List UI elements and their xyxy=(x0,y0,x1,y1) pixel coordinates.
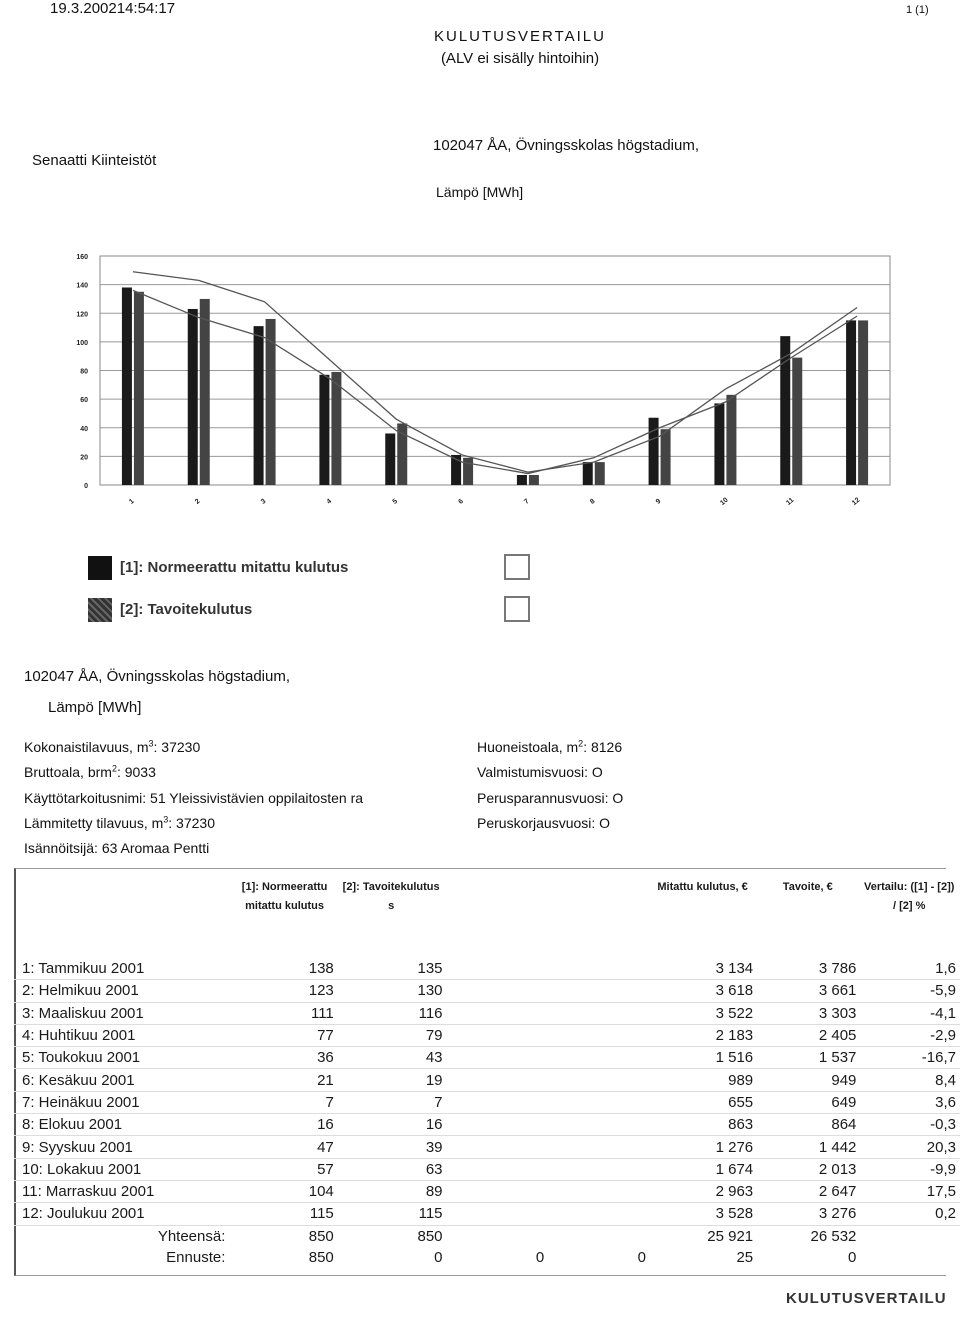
table-cell: 79 xyxy=(340,1024,449,1046)
table-cell: -5,9 xyxy=(862,980,960,1002)
bar-target xyxy=(529,475,539,485)
bar-measured xyxy=(649,418,659,485)
table-cell: 850 xyxy=(417,1227,443,1245)
table-cell: 20,3 xyxy=(862,1136,960,1158)
y-tick-label: 20 xyxy=(80,454,88,462)
table-cell xyxy=(550,1047,652,1069)
x-tick-label: 11 xyxy=(785,496,796,507)
table-row xyxy=(14,1136,960,1158)
table-row xyxy=(14,1024,960,1046)
table-row xyxy=(14,958,960,980)
table-cell: 989 xyxy=(652,1069,759,1091)
table-cell: 130 xyxy=(340,980,449,1002)
table-cell xyxy=(550,1024,652,1046)
y-tick-label: 160 xyxy=(76,254,88,261)
y-tick-label: 80 xyxy=(80,368,88,376)
table-cell: 2 647 xyxy=(759,1180,862,1202)
table-cell: 63 xyxy=(340,1158,449,1180)
header-target: [2]: Tavoitekulutus s xyxy=(342,881,440,912)
table-cell: 863 xyxy=(652,1114,759,1136)
table-cell: 39 xyxy=(340,1136,449,1158)
y-tick-label: 0 xyxy=(84,483,88,490)
table-cell: 2 963 xyxy=(652,1180,759,1202)
bar-target xyxy=(726,395,736,485)
x-tick-label: 7 xyxy=(523,497,531,506)
table-cell: 116 xyxy=(340,1002,449,1024)
table-cell: 3 522 xyxy=(652,1002,759,1024)
bar-measured xyxy=(517,475,527,485)
table-cell xyxy=(550,1069,652,1091)
table-cell: 12: Joulukuu 2001 xyxy=(14,1203,235,1225)
table-cell: -0,3 xyxy=(862,1114,960,1136)
x-tick-label: 5 xyxy=(391,497,400,506)
legend-empty-box xyxy=(504,554,530,580)
x-tick-label: 1 xyxy=(128,497,136,506)
table-cell: 850 xyxy=(308,1227,334,1245)
table-cell xyxy=(550,1114,652,1136)
header-comparison: Vertailu: ([1] - [2]) / [2] % xyxy=(863,881,955,912)
y-tick-label: 60 xyxy=(80,397,88,405)
floor-area: Huoneistoala, $m^2$: 8126 xyxy=(477,738,623,755)
header-empty xyxy=(449,878,551,958)
usage-type: Käyttötarkoitusnimi: 51 Yleissivistävien oppilaitosten ra xyxy=(24,790,364,806)
table-cell xyxy=(550,1203,652,1225)
property-name: 102047 ÅA, Övningsskolas högstadium, xyxy=(433,137,699,154)
table-cell: 2 405 xyxy=(759,1024,862,1046)
table-cell xyxy=(862,1247,960,1268)
table-cell: 7 xyxy=(340,1091,449,1113)
bar-target xyxy=(661,429,671,485)
x-tick-label: 12 xyxy=(850,496,862,508)
timestamp: 19.3.200214:54:17 xyxy=(50,0,176,17)
header-target-cost: Tavoite, € xyxy=(782,881,833,893)
table-cell: 3 134 xyxy=(652,958,759,980)
table-cell: 16 xyxy=(235,1114,339,1136)
table-cell: 111 xyxy=(235,1002,339,1024)
table-cell: 10: Lokakuu 2001 xyxy=(14,1158,235,1180)
bar-measured xyxy=(714,403,724,485)
table-row xyxy=(14,1047,960,1069)
x-tick-label: 6 xyxy=(457,497,465,506)
trend-line xyxy=(133,290,857,473)
legend-label-target: [2]: Tavoitekulutus xyxy=(120,601,253,618)
consumption-table xyxy=(14,878,960,1268)
table-cell: 3 661 xyxy=(759,980,862,1002)
bar-measured xyxy=(583,462,593,485)
bar-measured xyxy=(122,287,132,485)
table-cell: 1: Tammikuu 2001 xyxy=(14,958,235,980)
table-cell: 3 276 xyxy=(759,1203,862,1225)
table-cell: 0 xyxy=(434,1249,443,1266)
table-cell: 3 303 xyxy=(759,1002,862,1024)
table-cell xyxy=(449,958,551,980)
table-cell: 11: Marraskuu 2001 xyxy=(14,1180,235,1202)
table-cell: 19 xyxy=(340,1069,449,1091)
table-cell: Yhteensä: xyxy=(157,1227,226,1245)
table-cell: 138 xyxy=(235,958,339,980)
table-total-row xyxy=(14,1225,960,1247)
table-cell: 655 xyxy=(652,1091,759,1113)
table-cell: 2 013 xyxy=(759,1158,862,1180)
table-cell: 3 786 xyxy=(759,958,862,980)
table-cell: 7 xyxy=(235,1091,339,1113)
x-tick-label: 8 xyxy=(589,497,597,506)
y-tick-label: 40 xyxy=(80,425,88,433)
total-volume: Kokonaistilavuus, $m^3$: 37230 xyxy=(24,738,201,755)
bar-target xyxy=(200,299,210,485)
table-cell xyxy=(449,980,551,1002)
header-empty xyxy=(550,878,652,958)
bar-measured xyxy=(385,433,395,485)
bar-target xyxy=(397,423,407,485)
heated-volume: Lämmitetty tilavuus, $m^3$: 37230 xyxy=(24,814,215,831)
x-tick-label: 9 xyxy=(654,497,663,506)
bar-measured xyxy=(254,326,264,485)
table-cell xyxy=(449,1091,551,1113)
y-tick-label: 120 xyxy=(76,311,88,319)
bar-measured xyxy=(188,309,198,485)
table-cell xyxy=(449,1002,551,1024)
table-cell: 1 442 xyxy=(759,1136,862,1158)
table-cell: 25 xyxy=(736,1249,754,1266)
chart-unit: Lämpö [MWh] xyxy=(436,184,524,200)
table-cell xyxy=(550,980,652,1002)
table-cell: 43 xyxy=(340,1047,449,1069)
x-tick-label: 2 xyxy=(194,497,202,506)
table-cell: 5: Toukokuu 2001 xyxy=(14,1047,235,1069)
table-cell: 7: Heinäkuu 2001 xyxy=(14,1091,235,1113)
table-cell: 0 xyxy=(848,1249,857,1266)
table-cell xyxy=(550,1091,652,1113)
table-cell: 8,4 xyxy=(862,1069,960,1091)
table-cell xyxy=(449,1158,551,1180)
table-cell: 135 xyxy=(340,958,449,980)
table-row xyxy=(14,1091,960,1113)
bar-target xyxy=(858,320,868,485)
bar-measured xyxy=(846,320,856,485)
completion-year: Valmistumisvuosi: O xyxy=(477,764,603,780)
table-cell xyxy=(550,1002,652,1024)
table-cell: 9: Syyskuu 2001 xyxy=(14,1136,235,1158)
table-cell: 3 528 xyxy=(652,1203,759,1225)
table-cell: 0,2 xyxy=(862,1203,960,1225)
legend-swatch-target xyxy=(88,598,112,622)
trend-line xyxy=(133,272,857,472)
table-cell: 25 921 xyxy=(707,1227,754,1245)
table-cell: 57 xyxy=(235,1158,339,1180)
table-cell: 1 674 xyxy=(652,1158,759,1180)
header-measured-cost: Mitattu kulutus, € xyxy=(657,881,748,893)
table-cell: 115 xyxy=(235,1203,339,1225)
table-cell xyxy=(449,1203,551,1225)
table-cell: 8: Elokuu 2001 xyxy=(14,1114,235,1136)
table-row xyxy=(14,1114,960,1136)
details-unit: Lämpö [MWh] xyxy=(48,699,142,716)
table-cell: 0 xyxy=(535,1249,545,1266)
base-renovation-year: Perusparannusvuosi: O xyxy=(477,790,624,806)
bar-target xyxy=(792,358,802,485)
table-cell xyxy=(449,1136,551,1158)
renovation-year: Peruskorjausvuosi: O xyxy=(477,815,611,831)
table-cell xyxy=(862,1225,960,1247)
table-cell: 89 xyxy=(340,1180,449,1202)
table-cell: 1 276 xyxy=(652,1136,759,1158)
table-cell: Ennuste: xyxy=(166,1249,226,1266)
table-cell: 3 618 xyxy=(652,980,759,1002)
table-cell xyxy=(449,1114,551,1136)
table-cell: 17,5 xyxy=(862,1180,960,1202)
table-forecast-row xyxy=(14,1247,960,1268)
table-cell xyxy=(550,958,652,980)
legend-label-measured: [1]: Normeerattu mitattu kulutus xyxy=(120,559,349,576)
bar-measured xyxy=(319,375,329,485)
table-cell: 6: Kesäkuu 2001 xyxy=(14,1069,235,1091)
table-cell: 850 xyxy=(308,1249,334,1266)
x-tick-label: 10 xyxy=(719,496,730,508)
table-cell xyxy=(550,1180,652,1202)
gross-area: Bruttoala, brm$^2$: 9033 xyxy=(24,763,156,780)
bar-target xyxy=(134,292,144,485)
x-tick-label: 4 xyxy=(325,497,334,506)
y-tick-label: 140 xyxy=(76,282,88,290)
table-cell: 4: Huhtikuu 2001 xyxy=(14,1024,235,1046)
report-subtitle: (ALV ei sisälly hintoihin) xyxy=(440,50,600,67)
table-row xyxy=(14,1002,960,1024)
table-cell: 104 xyxy=(235,1180,339,1202)
table-cell: 16 xyxy=(340,1114,449,1136)
table-cell: 36 xyxy=(235,1047,339,1069)
table-cell: 1 516 xyxy=(652,1047,759,1069)
table-cell xyxy=(449,1069,551,1091)
table-cell: -4,1 xyxy=(862,1002,960,1024)
table-row xyxy=(14,1158,960,1180)
table-cell: -16,7 xyxy=(862,1047,960,1069)
legend-empty-box xyxy=(504,596,530,622)
table-cell: 864 xyxy=(759,1114,862,1136)
table-row xyxy=(14,980,960,1002)
table-cell: 115 xyxy=(340,1203,449,1225)
table-row xyxy=(14,1180,960,1202)
header-measured: [1]: Normeerattu mitattu kulutus xyxy=(241,881,328,912)
bar-target xyxy=(331,372,341,485)
table-cell: -9,9 xyxy=(862,1158,960,1180)
header-month xyxy=(14,878,235,958)
table-cell: 1,6 xyxy=(862,958,960,980)
table-cell xyxy=(449,1024,551,1046)
table-cell xyxy=(449,1047,551,1069)
table-cell: 26 532 xyxy=(810,1227,857,1245)
table-cell: -2,9 xyxy=(862,1024,960,1046)
table-cell: 21 xyxy=(235,1069,339,1091)
organization-name: Senaatti Kiinteistöt xyxy=(32,152,157,169)
table-cell: 2 183 xyxy=(652,1024,759,1046)
property-manager: Isännöitsijä: 63 Aromaa Pentti xyxy=(24,840,210,856)
x-tick-label: 3 xyxy=(259,497,268,506)
bar-target xyxy=(595,462,605,485)
consumption-chart xyxy=(40,230,900,520)
table-row xyxy=(14,1203,960,1225)
table-cell: 123 xyxy=(235,980,339,1002)
footer-stamp: KULUTUSVERTAILU xyxy=(786,1290,947,1307)
table-cell: 1 537 xyxy=(759,1047,862,1069)
table-cell: 949 xyxy=(759,1069,862,1091)
legend-swatch-measured xyxy=(88,556,112,580)
table-cell: 77 xyxy=(235,1024,339,1046)
table-cell: 0 xyxy=(637,1249,647,1266)
table-cell xyxy=(449,1180,551,1202)
table-cell: 3,6 xyxy=(862,1091,960,1113)
report-title: KULUTUSVERTAILU xyxy=(434,28,606,45)
y-tick-label: 100 xyxy=(76,339,88,347)
table-cell: 3: Maaliskuu 2001 xyxy=(14,1002,235,1024)
details-property-name: 102047 ÅA, Övningsskolas högstadium, xyxy=(24,668,290,685)
table-row xyxy=(14,1069,960,1091)
table-cell: 649 xyxy=(759,1091,862,1113)
table-cell xyxy=(550,1225,652,1247)
table-cell xyxy=(550,1136,652,1158)
table-cell xyxy=(449,1225,551,1247)
table-cell xyxy=(550,1158,652,1180)
table-cell: 2: Helmikuu 2001 xyxy=(14,980,235,1002)
page-number: 1 (1) xyxy=(906,4,929,16)
table-cell: 47 xyxy=(235,1136,339,1158)
